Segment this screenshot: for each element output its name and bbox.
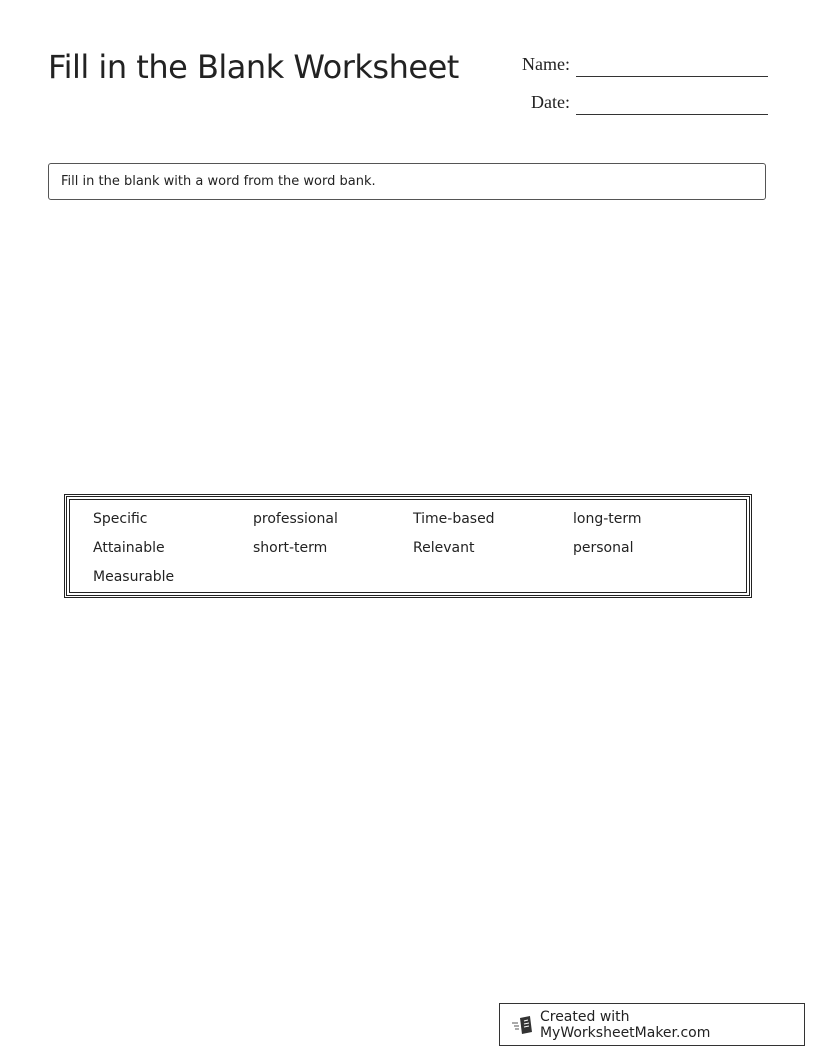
date-label: Date: — [531, 92, 570, 112]
word-bank-item: professional — [253, 511, 338, 527]
name-label: Name: — [522, 54, 570, 74]
word-bank-item: Specific — [93, 511, 148, 527]
word-bank-item: long-term — [573, 511, 642, 527]
word-bank-item: Attainable — [93, 540, 165, 556]
word-bank — [64, 494, 752, 598]
word-bank-item: personal — [573, 540, 634, 556]
footer-credit[interactable] — [499, 1003, 805, 1046]
word-bank-item: Measurable — [93, 569, 175, 585]
word-bank-item: Relevant — [413, 540, 475, 556]
word-bank-item: Time-based — [413, 511, 495, 527]
name-label-wrap — [500, 54, 570, 76]
instructions-box: Fill in the blank with a word from the word bank. — [48, 163, 766, 200]
name-field[interactable] — [576, 76, 768, 77]
page-title: Fill in the Blank Worksheet — [48, 48, 459, 86]
footer-text: Created with MyWorksheetMaker.com — [539, 1008, 711, 1041]
word-bank-item: short-term — [253, 540, 328, 556]
date-field[interactable] — [576, 114, 768, 115]
worksheet-logo-icon — [512, 1015, 534, 1035]
date-label-wrap — [500, 92, 570, 114]
